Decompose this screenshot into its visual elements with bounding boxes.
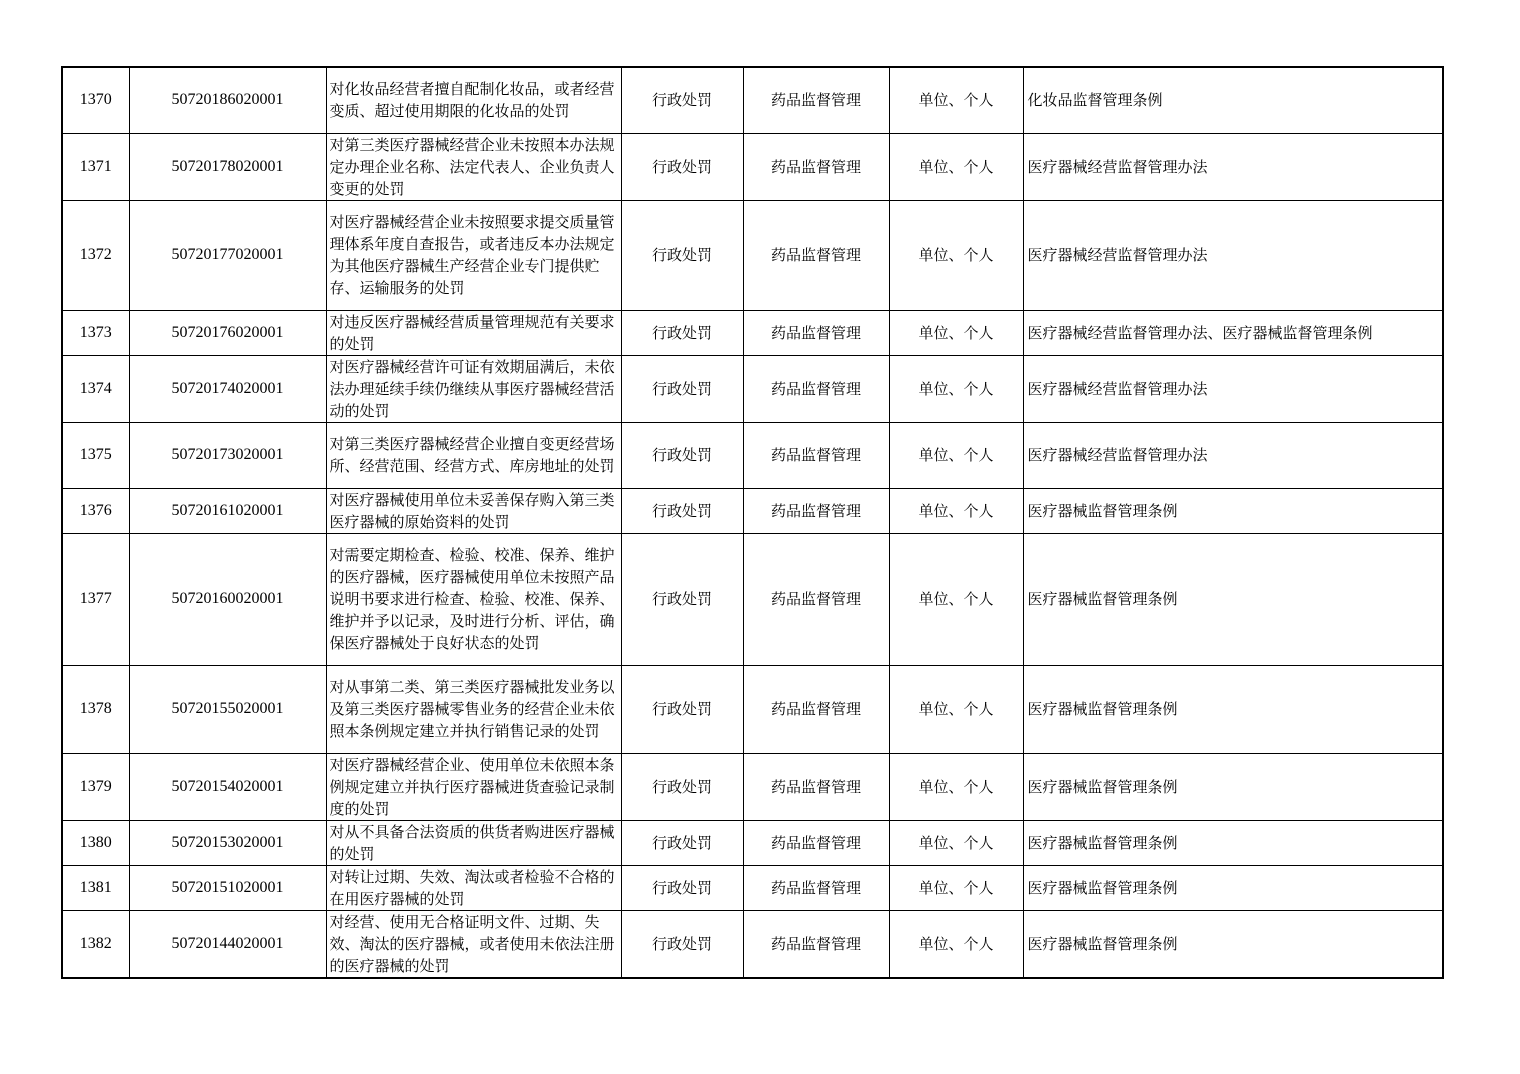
item-code-cell: 50720174020001: [129, 355, 326, 422]
department-cell: 药品监督管理: [743, 533, 889, 665]
item-name-cell: 对转让过期、失效、淘汰或者检验不合格的在用医疗器械的处罚: [326, 865, 621, 910]
table-row: [62, 865, 1443, 910]
row-number-cell: 1370: [62, 67, 129, 133]
item-category-cell: 行政处罚: [621, 488, 743, 533]
subject-cell: 单位、个人: [889, 200, 1023, 310]
legal-basis-cell: 医疗器械监督管理条例: [1023, 910, 1443, 978]
legal-basis-cell: 医疗器械经营监督管理办法、医疗器械监督管理条例: [1023, 310, 1443, 355]
item-code-cell: 50720155020001: [129, 665, 326, 753]
row-number-cell: 1382: [62, 910, 129, 978]
item-code-cell: 50720176020001: [129, 310, 326, 355]
department-cell: 药品监督管理: [743, 665, 889, 753]
row-number-cell: 1372: [62, 200, 129, 310]
legal-basis-cell: 医疗器械监督管理条例: [1023, 753, 1443, 820]
department-cell: 药品监督管理: [743, 820, 889, 865]
item-name-cell: 对医疗器械经营企业未按照要求提交质量管理体系年度自查报告，或者违反本办法规定为其他医疗器械生产经营企业专门提供贮存、运输服务的处罚: [326, 200, 621, 310]
row-number-cell: 1378: [62, 665, 129, 753]
row-number-cell: 1379: [62, 753, 129, 820]
table-row: [62, 665, 1443, 753]
penalty-items-table: [61, 66, 1444, 979]
legal-basis-cell: 医疗器械经营监督管理办法: [1023, 355, 1443, 422]
legal-basis-cell: 医疗器械经营监督管理办法: [1023, 133, 1443, 200]
item-name-cell: 对医疗器械经营许可证有效期届满后，未依法办理延续手续仍继续从事医疗器械经营活动的处罚: [326, 355, 621, 422]
subject-cell: 单位、个人: [889, 488, 1023, 533]
table-row: [62, 533, 1443, 665]
table-row: [62, 820, 1443, 865]
item-code-cell: 50720177020001: [129, 200, 326, 310]
subject-cell: 单位、个人: [889, 665, 1023, 753]
legal-basis-cell: 化妆品监督管理条例: [1023, 67, 1443, 133]
table-row: [62, 355, 1443, 422]
table-row: [62, 753, 1443, 820]
subject-cell: 单位、个人: [889, 67, 1023, 133]
row-number-cell: 1381: [62, 865, 129, 910]
table-row: [62, 310, 1443, 355]
item-category-cell: 行政处罚: [621, 865, 743, 910]
row-number-cell: 1380: [62, 820, 129, 865]
item-code-cell: 50720153020001: [129, 820, 326, 865]
item-code-cell: 50720178020001: [129, 133, 326, 200]
department-cell: 药品监督管理: [743, 865, 889, 910]
table-row: [62, 200, 1443, 310]
row-number-cell: 1377: [62, 533, 129, 665]
department-cell: 药品监督管理: [743, 200, 889, 310]
department-cell: 药品监督管理: [743, 753, 889, 820]
table-row: [62, 67, 1443, 133]
department-cell: 药品监督管理: [743, 133, 889, 200]
item-code-cell: 50720173020001: [129, 422, 326, 488]
row-number-cell: 1371: [62, 133, 129, 200]
table-body: [62, 67, 1443, 978]
item-category-cell: 行政处罚: [621, 310, 743, 355]
item-name-cell: 对第三类医疗器械经营企业未按照本办法规定办理企业名称、法定代表人、企业负责人变更的处罚: [326, 133, 621, 200]
item-code-cell: 50720160020001: [129, 533, 326, 665]
legal-basis-cell: 医疗器械监督管理条例: [1023, 488, 1443, 533]
table-row: [62, 133, 1443, 200]
row-number-cell: 1376: [62, 488, 129, 533]
item-name-cell: 对经营、使用无合格证明文件、过期、失效、淘汰的医疗器械，或者使用未依法注册的医疗器械的处罚: [326, 910, 621, 978]
department-cell: 药品监督管理: [743, 422, 889, 488]
item-code-cell: 50720154020001: [129, 753, 326, 820]
item-code-cell: 50720186020001: [129, 67, 326, 133]
row-number-cell: 1374: [62, 355, 129, 422]
row-number-cell: 1375: [62, 422, 129, 488]
legal-basis-cell: 医疗器械经营监督管理办法: [1023, 422, 1443, 488]
table-row: [62, 488, 1443, 533]
department-cell: 药品监督管理: [743, 67, 889, 133]
subject-cell: 单位、个人: [889, 753, 1023, 820]
subject-cell: 单位、个人: [889, 910, 1023, 978]
item-code-cell: 50720144020001: [129, 910, 326, 978]
subject-cell: 单位、个人: [889, 133, 1023, 200]
legal-basis-cell: 医疗器械监督管理条例: [1023, 665, 1443, 753]
item-category-cell: 行政处罚: [621, 665, 743, 753]
item-category-cell: 行政处罚: [621, 753, 743, 820]
item-category-cell: 行政处罚: [621, 820, 743, 865]
item-name-cell: 对需要定期检查、检验、校准、保养、维护的医疗器械，医疗器械使用单位未按照产品说明书要求进行检查、检验、校准、保养、维护并予以记录，及时进行分析、评估，确保医疗器械处于良好状态的处罚: [326, 533, 621, 665]
subject-cell: 单位、个人: [889, 310, 1023, 355]
item-category-cell: 行政处罚: [621, 355, 743, 422]
item-category-cell: 行政处罚: [621, 910, 743, 978]
row-number-cell: 1373: [62, 310, 129, 355]
table-row: [62, 422, 1443, 488]
department-cell: 药品监督管理: [743, 310, 889, 355]
item-category-cell: 行政处罚: [621, 422, 743, 488]
item-name-cell: 对从不具备合法资质的供货者购进医疗器械的处罚: [326, 820, 621, 865]
legal-basis-cell: 医疗器械监督管理条例: [1023, 865, 1443, 910]
item-category-cell: 行政处罚: [621, 533, 743, 665]
department-cell: 药品监督管理: [743, 355, 889, 422]
legal-basis-cell: 医疗器械监督管理条例: [1023, 533, 1443, 665]
department-cell: 药品监督管理: [743, 488, 889, 533]
legal-basis-cell: 医疗器械经营监督管理办法: [1023, 200, 1443, 310]
item-code-cell: 50720161020001: [129, 488, 326, 533]
item-name-cell: 对化妆品经营者擅自配制化妆品，或者经营变质、超过使用期限的化妆品的处罚: [326, 67, 621, 133]
subject-cell: 单位、个人: [889, 533, 1023, 665]
item-name-cell: 对医疗器械使用单位未妥善保存购入第三类医疗器械的原始资料的处罚: [326, 488, 621, 533]
subject-cell: 单位、个人: [889, 422, 1023, 488]
item-category-cell: 行政处罚: [621, 200, 743, 310]
table-row: [62, 910, 1443, 978]
department-cell: 药品监督管理: [743, 910, 889, 978]
item-name-cell: 对医疗器械经营企业、使用单位未依照本条例规定建立并执行医疗器械进货查验记录制度的处罚: [326, 753, 621, 820]
item-category-cell: 行政处罚: [621, 67, 743, 133]
item-name-cell: 对从事第二类、第三类医疗器械批发业务以及第三类医疗器械零售业务的经营企业未依照本条例规定建立并执行销售记录的处罚: [326, 665, 621, 753]
item-name-cell: 对第三类医疗器械经营企业擅自变更经营场所、经营范围、经营方式、库房地址的处罚: [326, 422, 621, 488]
subject-cell: 单位、个人: [889, 865, 1023, 910]
item-name-cell: 对违反医疗器械经营质量管理规范有关要求的处罚: [326, 310, 621, 355]
legal-basis-cell: 医疗器械监督管理条例: [1023, 820, 1443, 865]
subject-cell: 单位、个人: [889, 355, 1023, 422]
subject-cell: 单位、个人: [889, 820, 1023, 865]
item-category-cell: 行政处罚: [621, 133, 743, 200]
item-code-cell: 50720151020001: [129, 865, 326, 910]
